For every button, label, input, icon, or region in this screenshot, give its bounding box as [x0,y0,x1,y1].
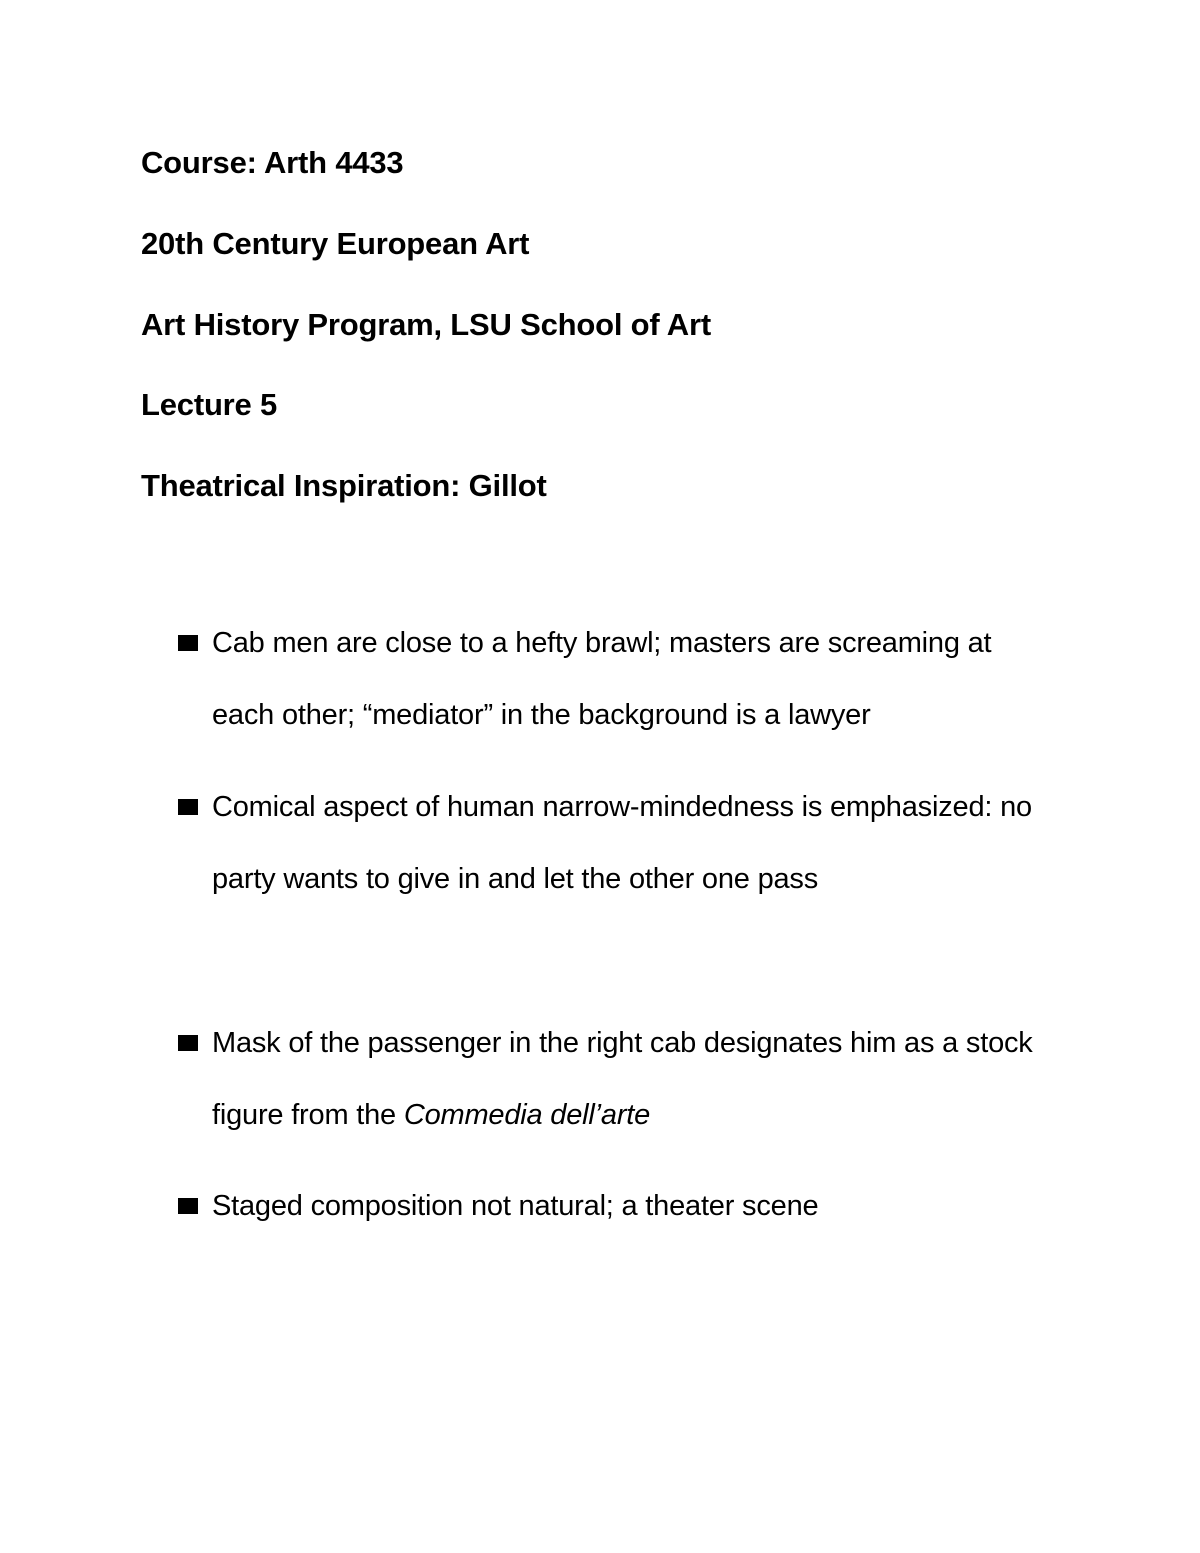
square-bullet-icon [178,635,198,651]
program-heading: Art History Program, LSU School of Art [141,307,711,342]
square-bullet-icon [178,1035,198,1051]
bullet-text: Staged composition not natural; a theater scene [212,1190,819,1222]
course-heading: Course: Arth 4433 [141,145,404,180]
topic-heading: Theatrical Inspiration: Gillot [141,468,547,503]
bullet-text-plain: Mask of the passenger in the right cab designates him as a stock figure from the [212,1027,1033,1131]
square-bullet-icon [178,1198,198,1214]
lecture-heading: Lecture 5 [141,387,278,422]
course-title-heading: 20th Century European Art [141,226,530,261]
bullet-text-italic: Commedia dell’arte [403,1099,651,1131]
bullet-text [212,1007,1052,1151]
square-bullet-icon [178,799,198,815]
bullet-text: Cab men are close to a hefty brawl; masters are screaming at each other; “mediator” in the background is a lawyer [212,627,992,731]
bullet-text: Comical aspect of human narrow-mindedness is emphasized: no party wants to give in and let the other one pass [212,791,1032,895]
